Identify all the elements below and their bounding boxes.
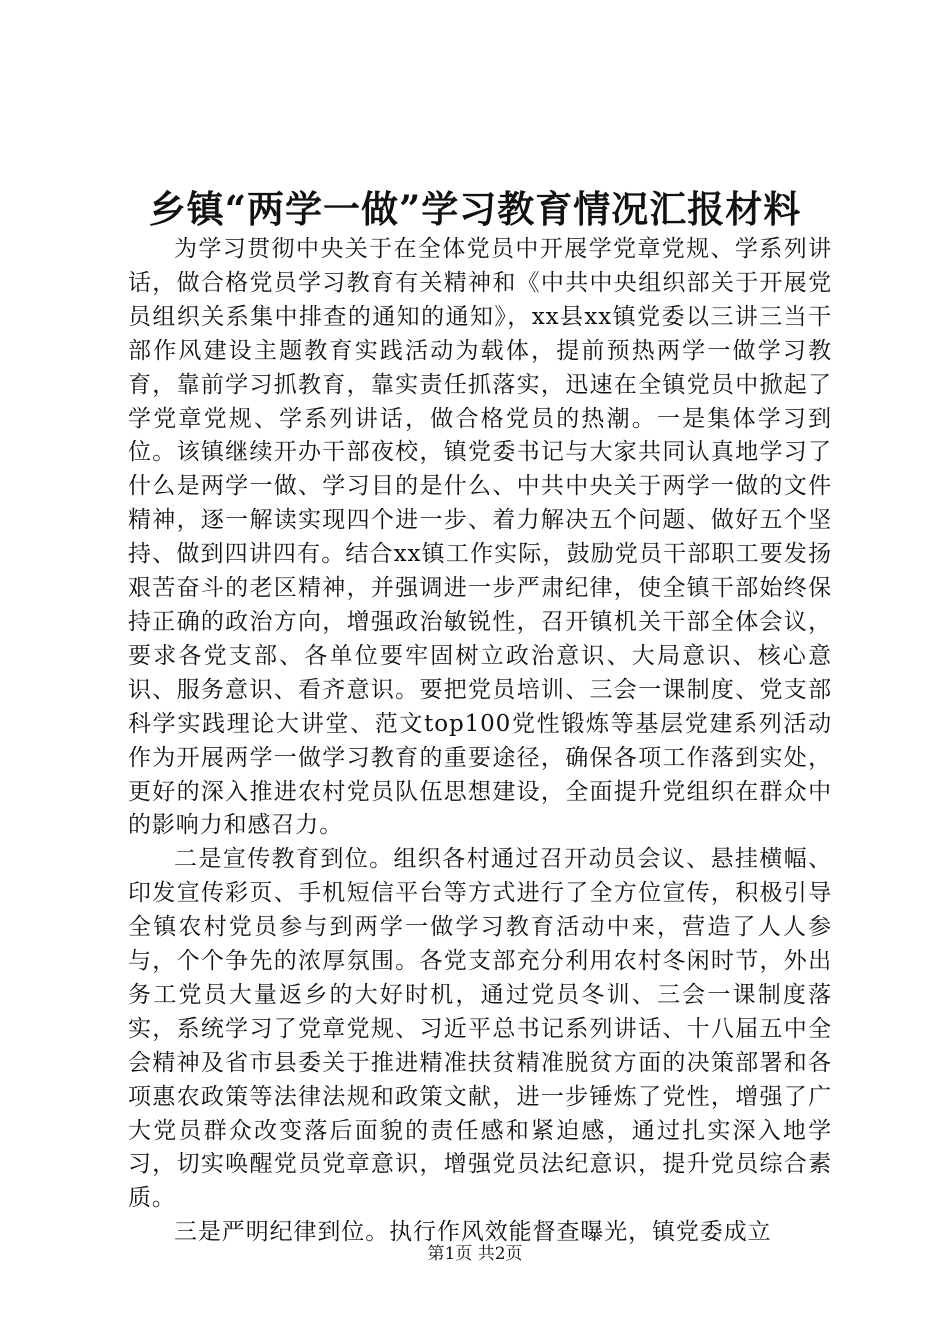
document-body: [128, 233, 832, 1250]
document-title: 乡镇“两学一做”学习教育情况汇报材料: [148, 187, 802, 231]
paragraph-1: 为学习贯彻中央关于在全体党员中开展学党章党规、学系列讲话，做合格党员学习教育有关精神和《中共中央组织部关于开展党员组织关系集中排查的通知的通知》，xx县xx镇党委以三讲三当干部作风建设主题教育实践活动为载体，提前预热两学一做学习教育，靠前学习抓教育，靠实责任抓落实，迅速在全镇党员中掀起了学党章党规、学系列讲话，做合格党员的热潮。一是集体学习到位。该镇继续开办干部夜校，镇党委书记与大家共同认真地学习了什么是两学一做、学习目的是什么、中共中央关于两学一做的文件精神，逐一解读实现四个进一步、着力解决五个问题、做好五个坚持、做到四讲四有。结合xx镇工作实际，鼓励党员干部职工要发扬艰苦奋斗的老区精神，并强调进一步严肃纪律，使全镇干部始终保持正确的政治方向，增强政治敏锐性，召开镇机关干部全体会议，要求各党支部、各单位要牢固树立政治意识、大局意识、核心意识、服务意识、看齐意识。要把党员培训、三会一课制度、党支部科学实践理论大讲堂、范文top100党性锻炼等基层党建系列活动作为开展两学一做学习教育的重要途径，确保各项工作落到实处，更好的深入推进农村党员队伍思想建设，全面提升党组织在群众中的影响力和感召力。: [128, 236, 832, 839]
paragraph-2: 二是宣传教育到位。组织各村通过召开动员会议、悬挂横幅、印发宣传彩页、手机短信平台等方式进行了全方位宣传，积极引导全镇农村党员参与到两学一做学习教育活动中来，营造了人人参与，个个争先的浓厚氛围。各党支部充分利用农村冬闲时节，外出务工党员大量返乡的大好时机，通过党员冬训、三会一课制度落实，系统学习了党章党规、习近平总书记系列讲话、十八届五中全会精神及省市县委关于推进精准扶贫精准脱贫方面的决策部署和各项惠农政策等法律法规和政策文献，进一步锤炼了党性，增强了广大党员群众改变落后面貌的责任感和紧迫感，通过扎实深入地学习，切实唤醒党员党章意识，增强党员法纪意识，提升党员综合素质。: [128, 846, 832, 1212]
paragraph-3: 三是严明纪律到位。执行作风效能督查曝光，镇党委成立: [174, 1219, 772, 1246]
page-footer: 第1页 共2页: [427, 1244, 523, 1264]
